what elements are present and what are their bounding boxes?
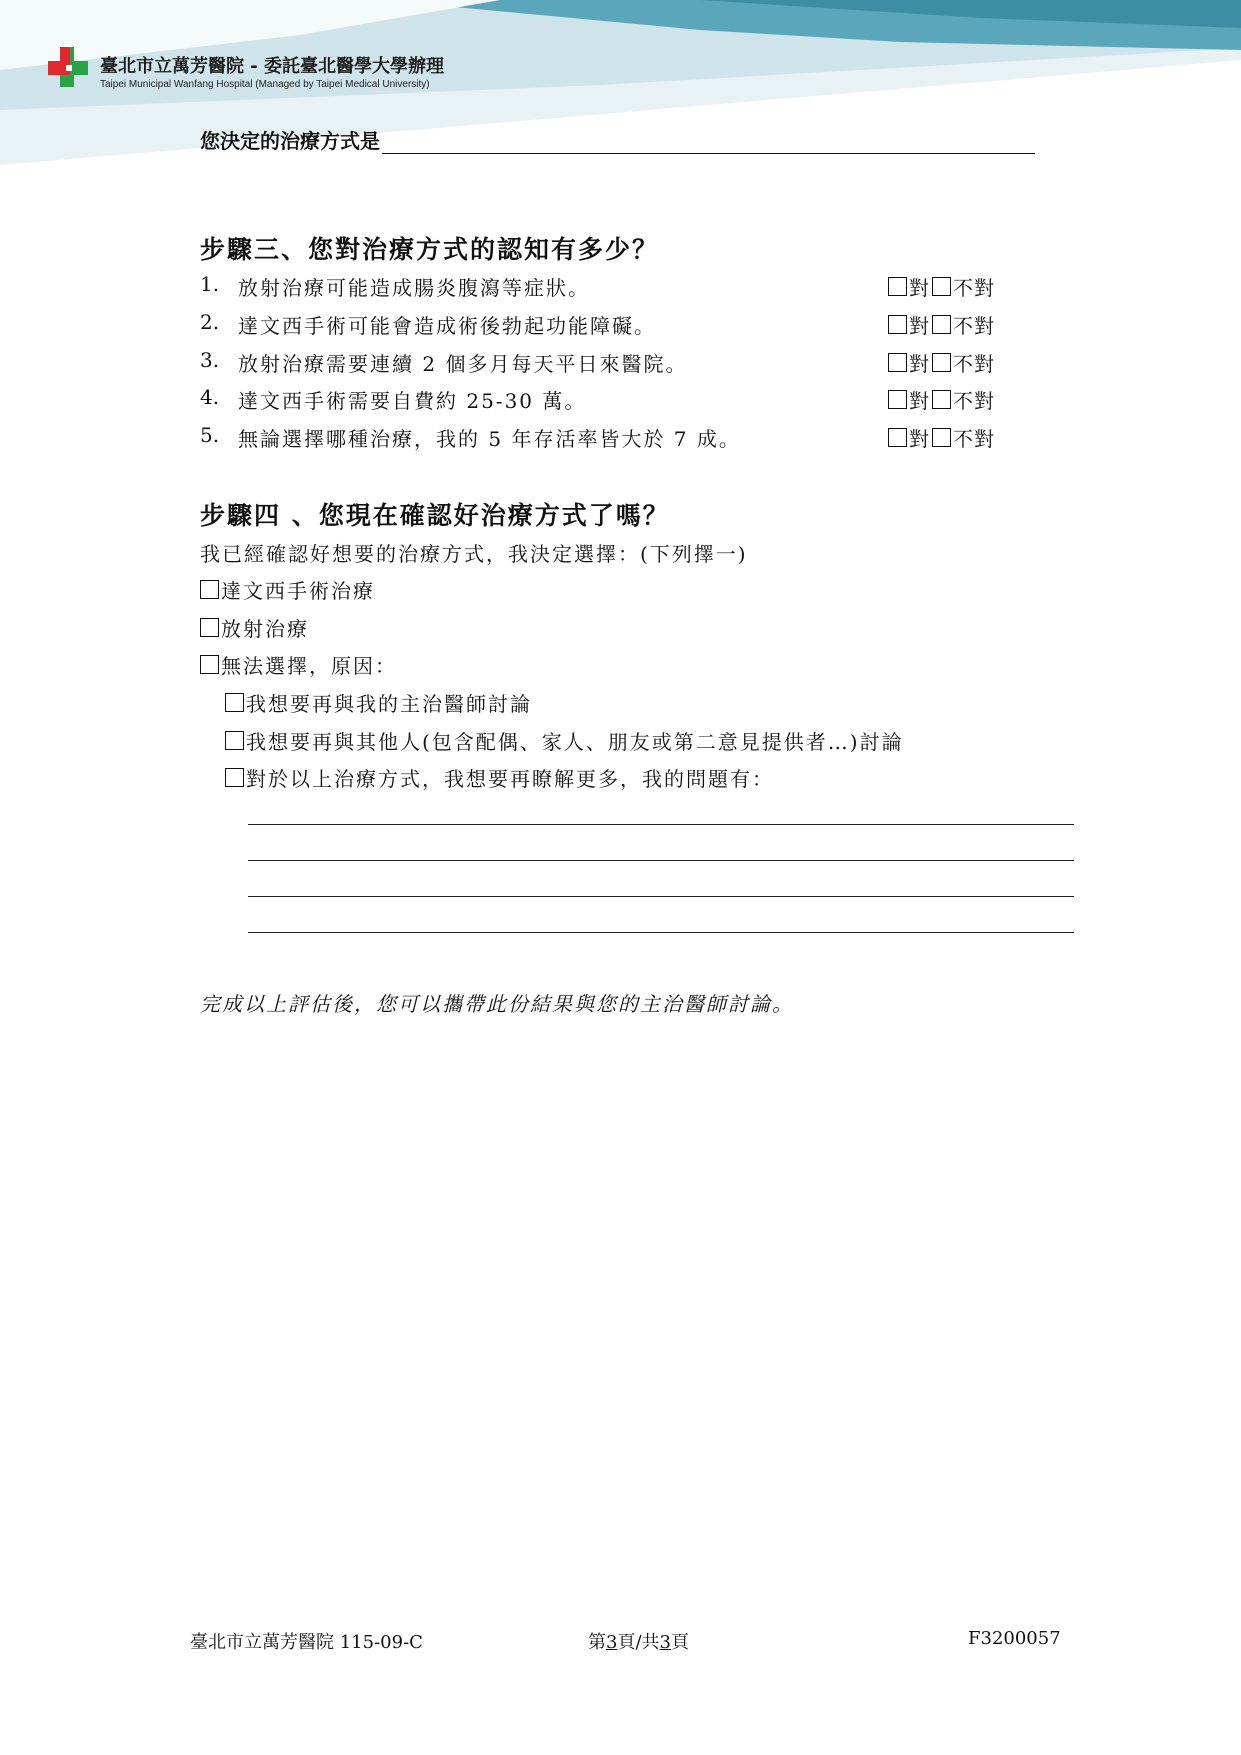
answer-options	[888, 310, 997, 339]
reason-checkbox[interactable]	[225, 768, 244, 787]
question-number: 1.	[200, 272, 220, 296]
checkbox-false[interactable]	[932, 353, 951, 372]
answer-write-line[interactable]	[248, 932, 1074, 933]
choice-checkbox[interactable]	[200, 618, 219, 637]
choice-checkbox[interactable]	[200, 580, 219, 599]
option-true-label: 對	[909, 314, 930, 338]
reason-item	[225, 726, 904, 755]
reason-label: 我想要再與我的主治醫師討論	[246, 692, 532, 716]
answer-options	[888, 423, 997, 452]
decision-label: 您決定的治療方式是	[200, 129, 380, 153]
choice-item	[200, 613, 309, 642]
choice-label: 放射治療	[221, 617, 309, 641]
header-banner	[0, 0, 1241, 190]
answer-write-line[interactable]	[248, 860, 1074, 861]
option-false-label: 不對	[953, 276, 995, 300]
question-row	[200, 310, 1020, 340]
question-number: 2.	[200, 310, 220, 334]
page-total: 3	[659, 1632, 671, 1653]
hospital-name-en: Taipei Municipal Wanfang Hospital (Managed by Taipei Medical University)	[100, 79, 430, 90]
footer-form-code: 臺北市立萬芳醫院 115-09-C	[190, 1632, 423, 1653]
question-text: 放射治療需要連續 2 個多月每天平日來醫院。	[238, 352, 688, 376]
hospital-logo-icon	[44, 43, 92, 91]
question-text: 達文西手術可能會造成術後勃起功能障礙。	[238, 314, 656, 338]
hospital-name: 臺北市立萬芳醫院 - 委託臺北醫學大學辦理	[100, 56, 445, 77]
question-text: 放射治療可能造成腸炎腹瀉等症狀。	[238, 276, 590, 300]
question-row	[200, 385, 1020, 415]
checkbox-false[interactable]	[932, 277, 951, 296]
option-true-label: 對	[909, 352, 930, 376]
page-current: 3	[606, 1632, 618, 1653]
answer-write-line[interactable]	[248, 896, 1074, 897]
answer-write-line[interactable]	[248, 824, 1074, 825]
option-true-label: 對	[909, 389, 930, 413]
checkbox-false[interactable]	[932, 428, 951, 447]
decision-line	[200, 125, 1035, 154]
decision-input-blank[interactable]	[382, 131, 1035, 154]
reason-label: 我想要再與其他人(包含配偶、家人、朋友或第二意見提供者…)討論	[246, 730, 904, 754]
question-row	[200, 423, 1020, 453]
closing-note: 完成以上評估後，您可以攜帶此份結果與您的主治醫師討論。	[200, 992, 794, 1016]
choice-label: 達文西手術治療	[221, 579, 375, 603]
step4-intro: 我已經確認好想要的治療方式，我決定選擇：(下列擇一)	[200, 542, 748, 566]
question-number: 5.	[200, 423, 220, 447]
question-text: 無論選擇哪種治療，我的 5 年存活率皆大於 7 成。	[238, 427, 741, 451]
option-false-label: 不對	[953, 427, 995, 451]
page-suffix: 頁	[670, 1632, 689, 1653]
question-row	[200, 348, 1020, 378]
step3-title: 步驟三、您對治療方式的認知有多少？	[200, 235, 660, 264]
checkbox-true[interactable]	[888, 390, 907, 409]
choice-item	[200, 650, 397, 679]
reason-label: 對於以上治療方式，我想要再瞭解更多，我的問題有：	[246, 767, 774, 791]
checkbox-true[interactable]	[888, 428, 907, 447]
footer-page-number	[588, 1628, 689, 1654]
option-false-label: 不對	[953, 389, 995, 413]
answer-options	[888, 348, 997, 377]
option-true-label: 對	[909, 427, 930, 451]
choice-checkbox[interactable]	[200, 655, 219, 674]
reason-checkbox[interactable]	[225, 731, 244, 750]
checkbox-false[interactable]	[932, 315, 951, 334]
answer-options	[888, 385, 997, 414]
page-prefix: 第	[588, 1632, 606, 1653]
answer-options	[888, 272, 997, 301]
step4-title: 步驟四 、您現在確認好治療方式了嗎？	[200, 501, 670, 530]
page-mid: 頁/共	[617, 1632, 660, 1653]
choice-label: 無法選擇，原因：	[221, 654, 397, 678]
checkbox-true[interactable]	[888, 353, 907, 372]
option-false-label: 不對	[953, 352, 995, 376]
reason-checkbox[interactable]	[225, 693, 244, 712]
reason-item	[225, 763, 774, 792]
question-text: 達文西手術需要自費約 25-30 萬。	[238, 389, 587, 413]
checkbox-false[interactable]	[932, 390, 951, 409]
question-number: 3.	[200, 348, 220, 372]
option-false-label: 不對	[953, 314, 995, 338]
question-number: 4.	[200, 385, 220, 409]
reason-item	[225, 688, 532, 717]
footer-doc-id: F3200057	[968, 1628, 1061, 1649]
checkbox-true[interactable]	[888, 315, 907, 334]
question-row	[200, 272, 1020, 302]
choice-item	[200, 575, 375, 604]
checkbox-true[interactable]	[888, 277, 907, 296]
option-true-label: 對	[909, 276, 930, 300]
